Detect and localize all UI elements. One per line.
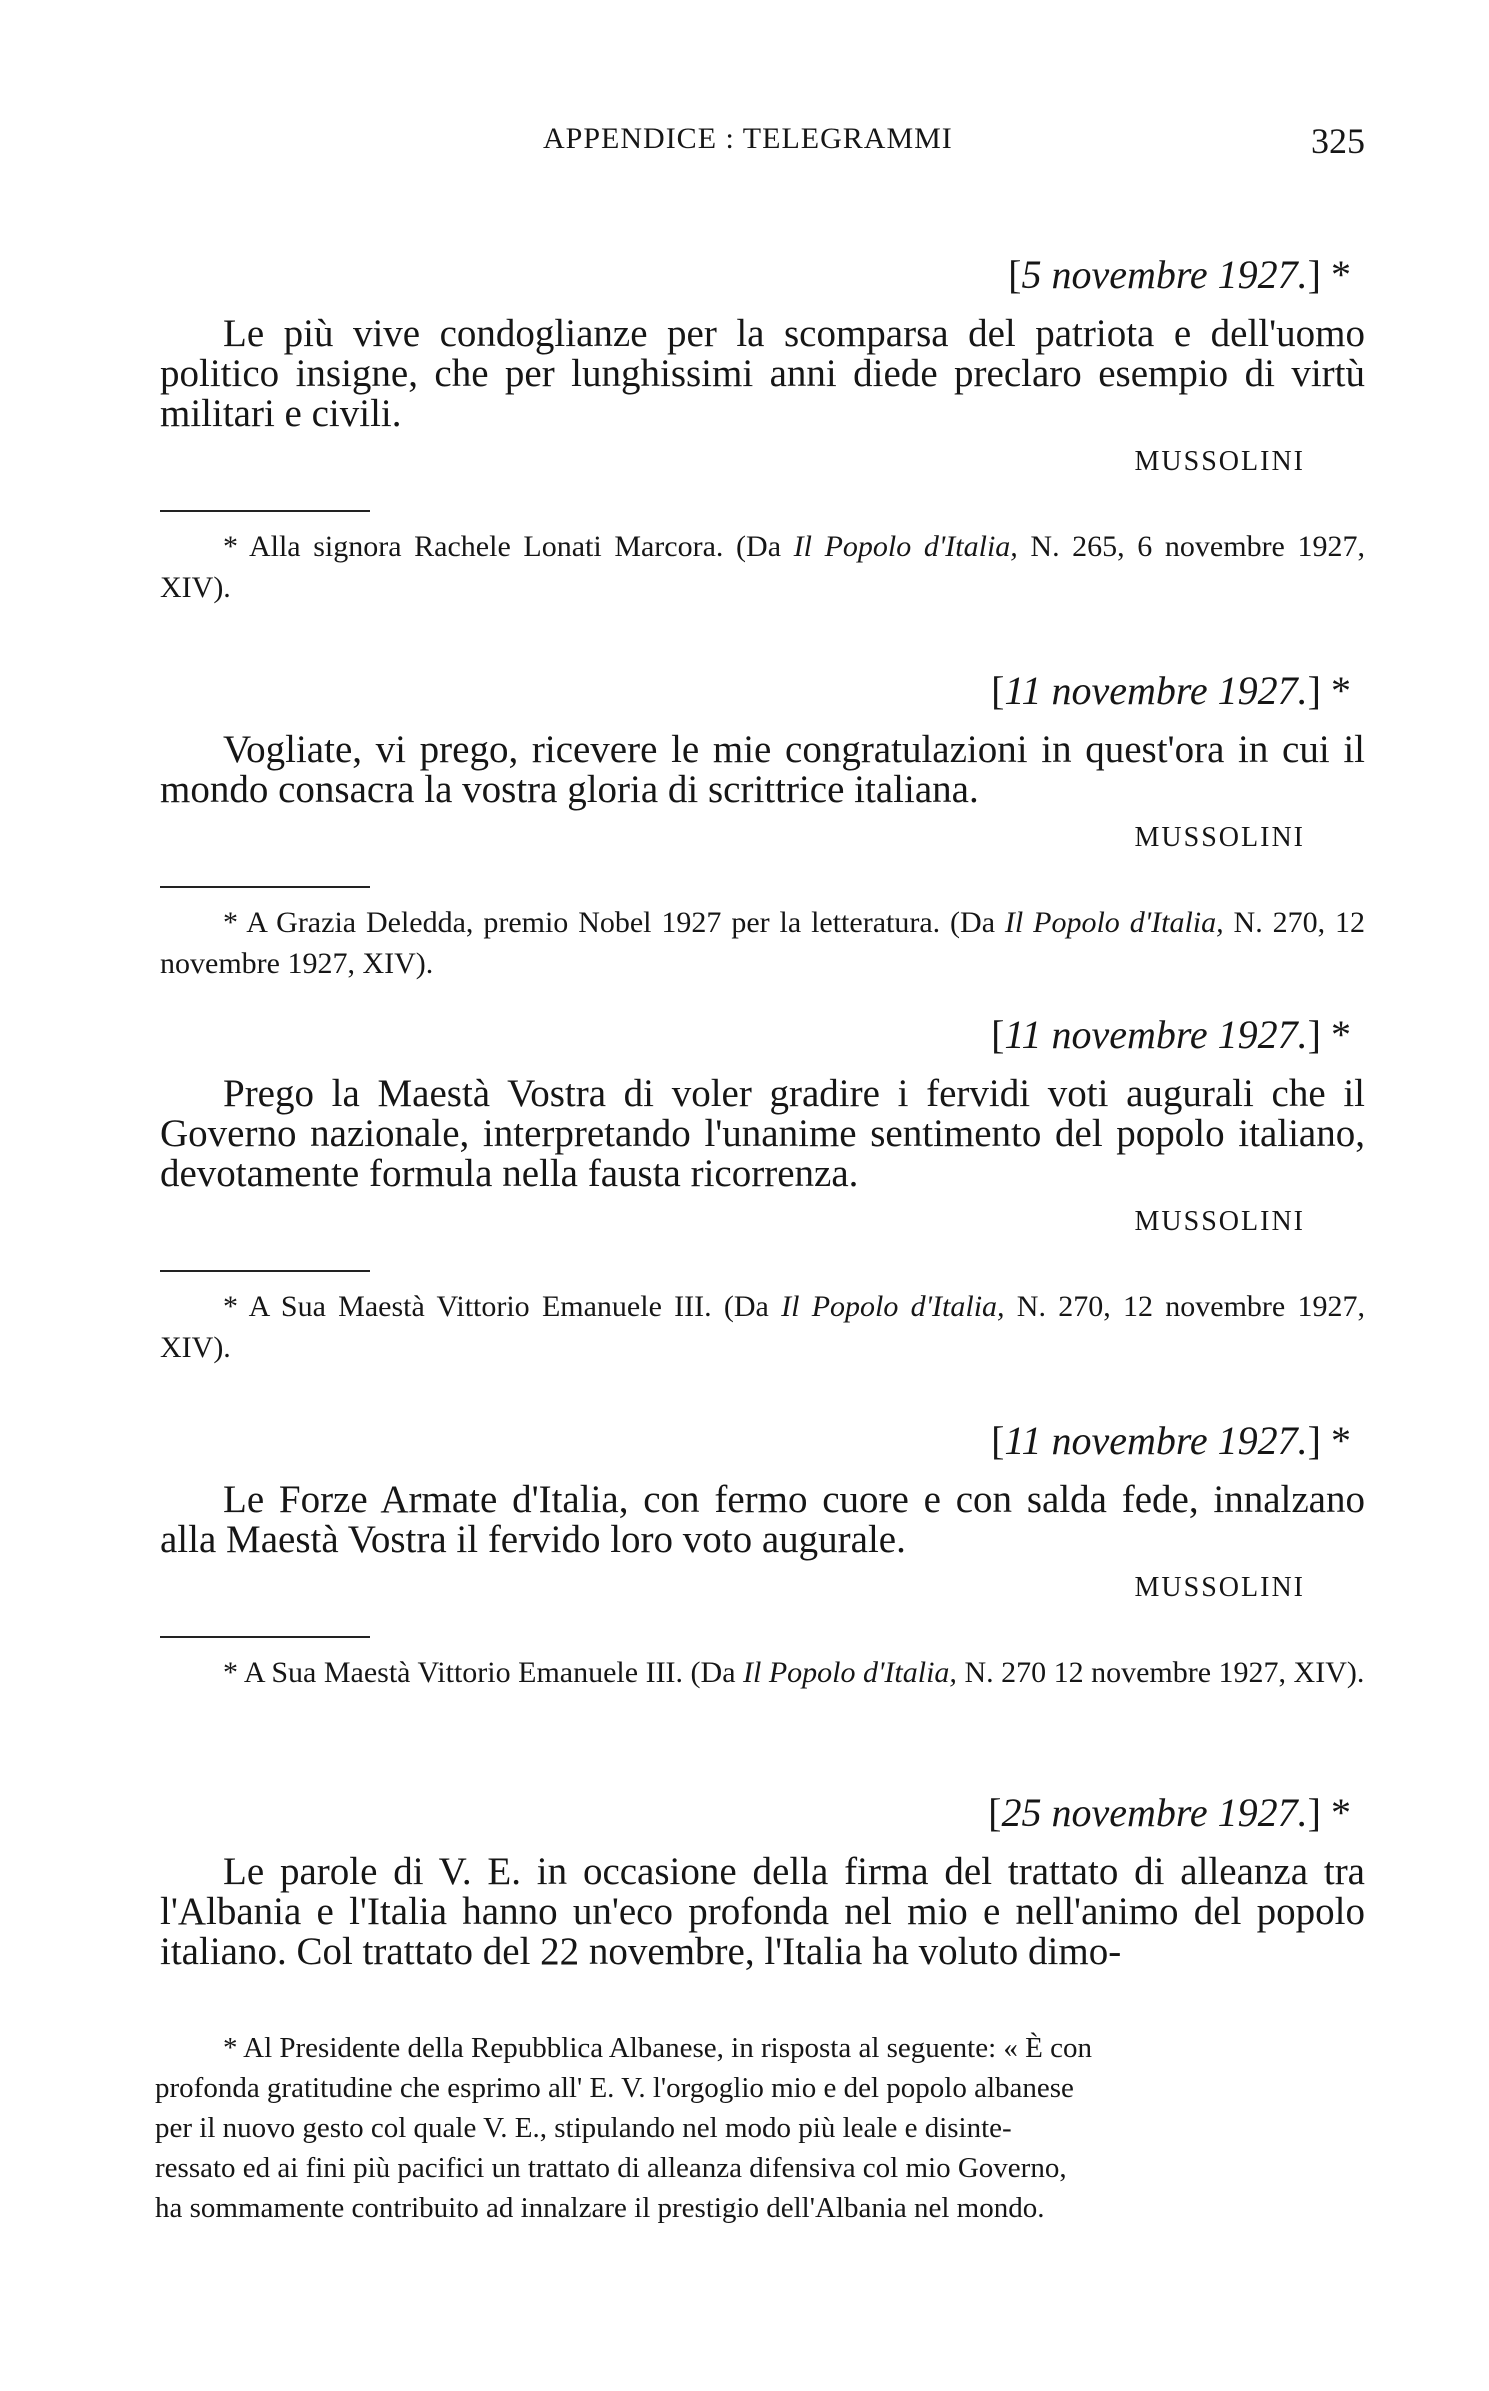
signature: MUSSOLINI [1134, 822, 1305, 853]
telegram-date: [25 novembre 1927.] * [988, 1790, 1351, 1835]
newspaper-title: Il Popolo d'Italia, [743, 1656, 957, 1689]
telegram-text: Vogliate, vi prego, ricevere le mie congratulazioni in quest'ora in cui il mondo consacra la vostra gloria di scrittrice italiana. [160, 728, 1365, 811]
telegram-entry-1 [160, 252, 1365, 608]
signature: MUSSOLINI [1134, 1206, 1305, 1237]
telegram-date: [11 novembre 1927.] * [991, 1012, 1351, 1057]
footnote-rule [160, 1636, 370, 1638]
telegram-date: [11 novembre 1927.] * [991, 1418, 1351, 1463]
page-footnote: * Al Presidente della Repubblica Albanese, in risposta al seguente: « È con profonda gratitudine che esprimo all' E. V. l'orgoglio mio e del popolo albanese per il nuovo gesto col quale V. E., stipulando nel modo più leale e disinte- ressato ed ai fini più pacifici un trattato di alleanza difensiva col mio Governo, ha sommamente contribuito ad innalzare il prestigio dell'Albania nel mondo. [155, 2032, 1092, 2224]
newspaper-title: Il Popolo d'Italia, [793, 530, 1018, 563]
footnote: * A Grazia Deledda, premio Nobel 1927 per la letteratura. (Da Il Popolo d'Italia, N. 270, 12 novembre 1927, XIV). [160, 906, 1365, 980]
telegram-date: [5 novembre 1927.] * [1008, 252, 1351, 297]
newspaper-title: Il Popolo d'Italia, [781, 1290, 1005, 1323]
footnote: * A Sua Maestà Vittorio Emanuele III. (Da Il Popolo d'Italia, N. 270, 12 novembre 1927, XIV). [160, 1290, 1365, 1364]
signature: MUSSOLINI [1134, 446, 1305, 477]
telegram-text: Le Forze Armate d'Italia, con fermo cuore e con salda fede, innalzano alla Maestà Vostra il fervido loro voto augurale. [160, 1478, 1365, 1561]
signature: MUSSOLINI [1134, 1572, 1305, 1603]
telegram-date: [11 novembre 1927.] * [991, 668, 1351, 713]
telegram-entry-2 [160, 668, 1365, 984]
telegram-entry-4 [160, 1418, 1365, 1693]
running-head: APPENDICE : TELEGRAMMI [543, 122, 953, 155]
page-number: 325 [1311, 121, 1365, 161]
footnote-rule [160, 510, 370, 512]
telegram-entry-3 [160, 1012, 1365, 1368]
newspaper-title: Il Popolo d'Italia, [1004, 906, 1224, 939]
telegram-text: Prego la Maestà Vostra di voler gradire i fervidi voti augurali che il Governo nazionale, interpretando l'unanime sentimento del popolo italiano, devotamente formula nella fausta ricorrenza. [160, 1072, 1365, 1195]
footnote: * Alla signora Rachele Lonati Marcora. (Da Il Popolo d'Italia, N. 265, 6 novembre 1927, XIV). [160, 530, 1365, 604]
footnote-rule [160, 1270, 370, 1272]
telegram-entry-5 [160, 1790, 1365, 1972]
telegram-text: Le parole di V. E. in occasione della firma del trattato di alleanza tra l'Albania e l'Italia hanno un'eco profonda nel mio e nell'animo del popolo italiano. Col trattato del 22 novembre, l'Italia ha voluto dimo- [160, 1850, 1365, 1973]
footnote: * A Sua Maestà Vittorio Emanuele III. (Da Il Popolo d'Italia, N. 270 12 novembre 1927, XIV). [223, 1656, 1365, 1689]
telegram-text: Le più vive condoglianze per la scomparsa del patriota e dell'uomo politico insigne, che per lunghissimi anni diede preclaro esempio di virtù militari e civili. [160, 312, 1365, 435]
footnote-rule [160, 886, 370, 888]
